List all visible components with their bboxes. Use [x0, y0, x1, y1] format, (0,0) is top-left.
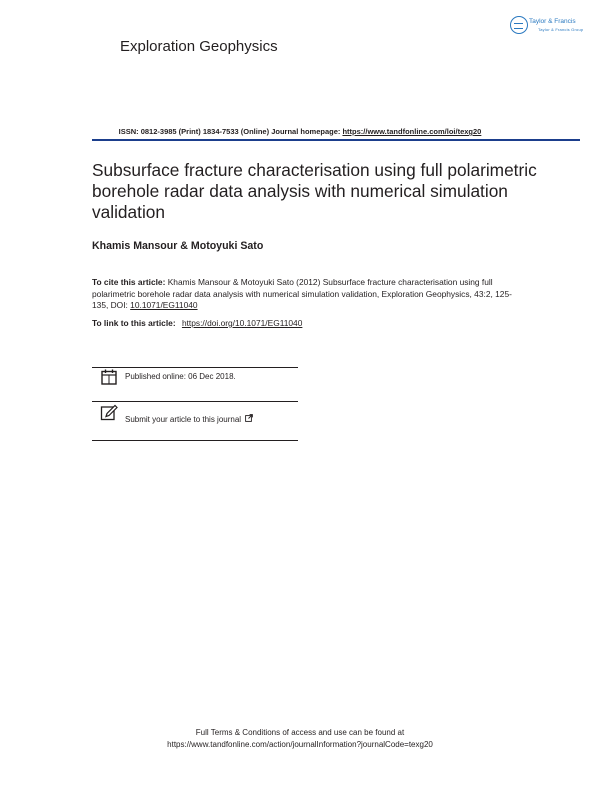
article-link-line	[92, 318, 302, 328]
citation-text: Khamis Mansour & Motoyuki Sato (2012) Subsurface fracture characterisation using full polarimetric borehole radar data analysis with numerical simulation validation, Exploration Geophysics, 43:2, 125-135, DOI:	[92, 277, 512, 311]
article-doi-link[interactable]: https://doi.org/10.1071/EG11040	[181, 318, 303, 328]
footer-terms-text: Full Terms & Conditions of access and use can be found at	[195, 728, 405, 737]
journal-homepage-link[interactable]: https://www.tandfonline.com/loi/texg20	[342, 127, 482, 136]
journal-title: Exploration Geophysics	[120, 38, 278, 55]
external-link-icon	[245, 414, 253, 422]
logo-tagline: Taylor & Francis Group	[538, 27, 584, 32]
divider-top	[92, 367, 298, 368]
issn-line	[0, 127, 600, 136]
logo-name: Taylor & Francis	[529, 18, 576, 25]
calendar-icon	[100, 368, 118, 386]
divider-bottom	[92, 440, 298, 441]
header-divider	[92, 139, 580, 141]
divider-middle	[92, 401, 298, 402]
link-label: To link to this article:	[92, 318, 178, 328]
footer	[0, 727, 600, 751]
doi-link[interactable]: 10.1071/EG11040	[130, 300, 198, 311]
article-authors: Khamis Mansour & Motoyuki Sato	[92, 240, 264, 252]
submit-article-link[interactable]	[125, 414, 253, 424]
published-date: Published online: 06 Dec 2018.	[125, 372, 236, 381]
citation-block	[92, 277, 522, 312]
edit-icon	[100, 404, 118, 422]
issn-text: ISSN: 0812-3985 (Print) 1834-7533 (Online) Journal homepage:	[118, 127, 343, 136]
publisher-logo[interactable]	[510, 16, 586, 38]
submit-article-text: Submit your article to this journal	[125, 415, 242, 424]
citation-label: To cite this article:	[92, 277, 166, 287]
article-title: Subsurface fracture characterisation using full polarimetric borehole radar data analysis with numerical simulation validation	[92, 160, 537, 222]
logo-mark-icon	[510, 16, 528, 34]
footer-terms-link[interactable]: https://www.tandfonline.com/action/journalInformation?journalCode=texg20	[167, 740, 433, 749]
